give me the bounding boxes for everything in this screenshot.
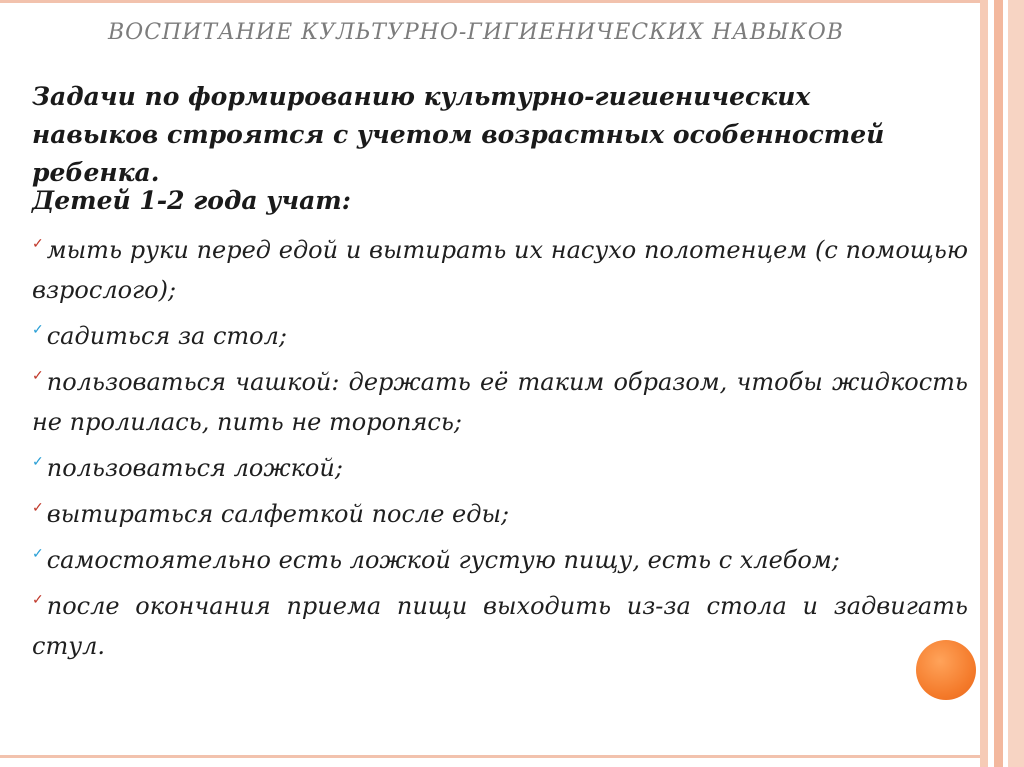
list-item-text: садиться за стол; (46, 322, 287, 350)
list-item-text: мыть руки перед едой и вытирать их насухо полотенцем (с помощью взрослого); (32, 236, 968, 304)
list-item-text: пользоваться чашкой: держать её таким образом, чтобы жидкость не пролилась, пить не торопясь; (32, 368, 968, 436)
checkmark-icon: ✓ (32, 236, 44, 252)
slide-title: ВОСПИТАНИЕ КУЛЬТУРНО-ГИГИЕНИЧЕСКИХ НАВЫКОВ (108, 20, 844, 45)
decor-stripe (980, 0, 988, 767)
checkmark-icon: ✓ (32, 500, 44, 516)
list-item (32, 488, 968, 534)
list-item (32, 224, 968, 310)
checkmark-icon: ✓ (32, 546, 44, 562)
list-item (32, 534, 968, 580)
decor-stripe (1008, 0, 1024, 767)
list-item (32, 310, 968, 356)
checkmark-icon: ✓ (32, 322, 44, 338)
frame-top-line (0, 0, 980, 3)
checkmark-icon: ✓ (32, 368, 44, 384)
list-item-text: самостоятельно есть ложкой густую пищу, есть с хлебом; (46, 546, 840, 574)
list-item (32, 356, 968, 442)
list-item-text: вытираться салфеткой после еды; (46, 500, 510, 528)
list-item (32, 580, 968, 666)
orange-circle-decoration (916, 640, 976, 700)
frame-bottom-line (0, 755, 980, 758)
list-item (32, 442, 968, 488)
decor-stripe (994, 0, 1003, 767)
checkmark-icon: ✓ (32, 592, 44, 608)
checkmark-icon: ✓ (32, 454, 44, 470)
list-item-text: после окончания приема пищи выходить из-за стола и задвигать стул. (32, 592, 968, 660)
age-subheading: Детей 1-2 года учат: (32, 186, 351, 215)
skills-list (32, 224, 968, 666)
intro-paragraph: Задачи по формированию культурно-гигиенических навыков строятся с учетом возрастных особенностей ребенка. (32, 82, 885, 187)
list-item-text: пользоваться ложкой; (46, 454, 343, 482)
